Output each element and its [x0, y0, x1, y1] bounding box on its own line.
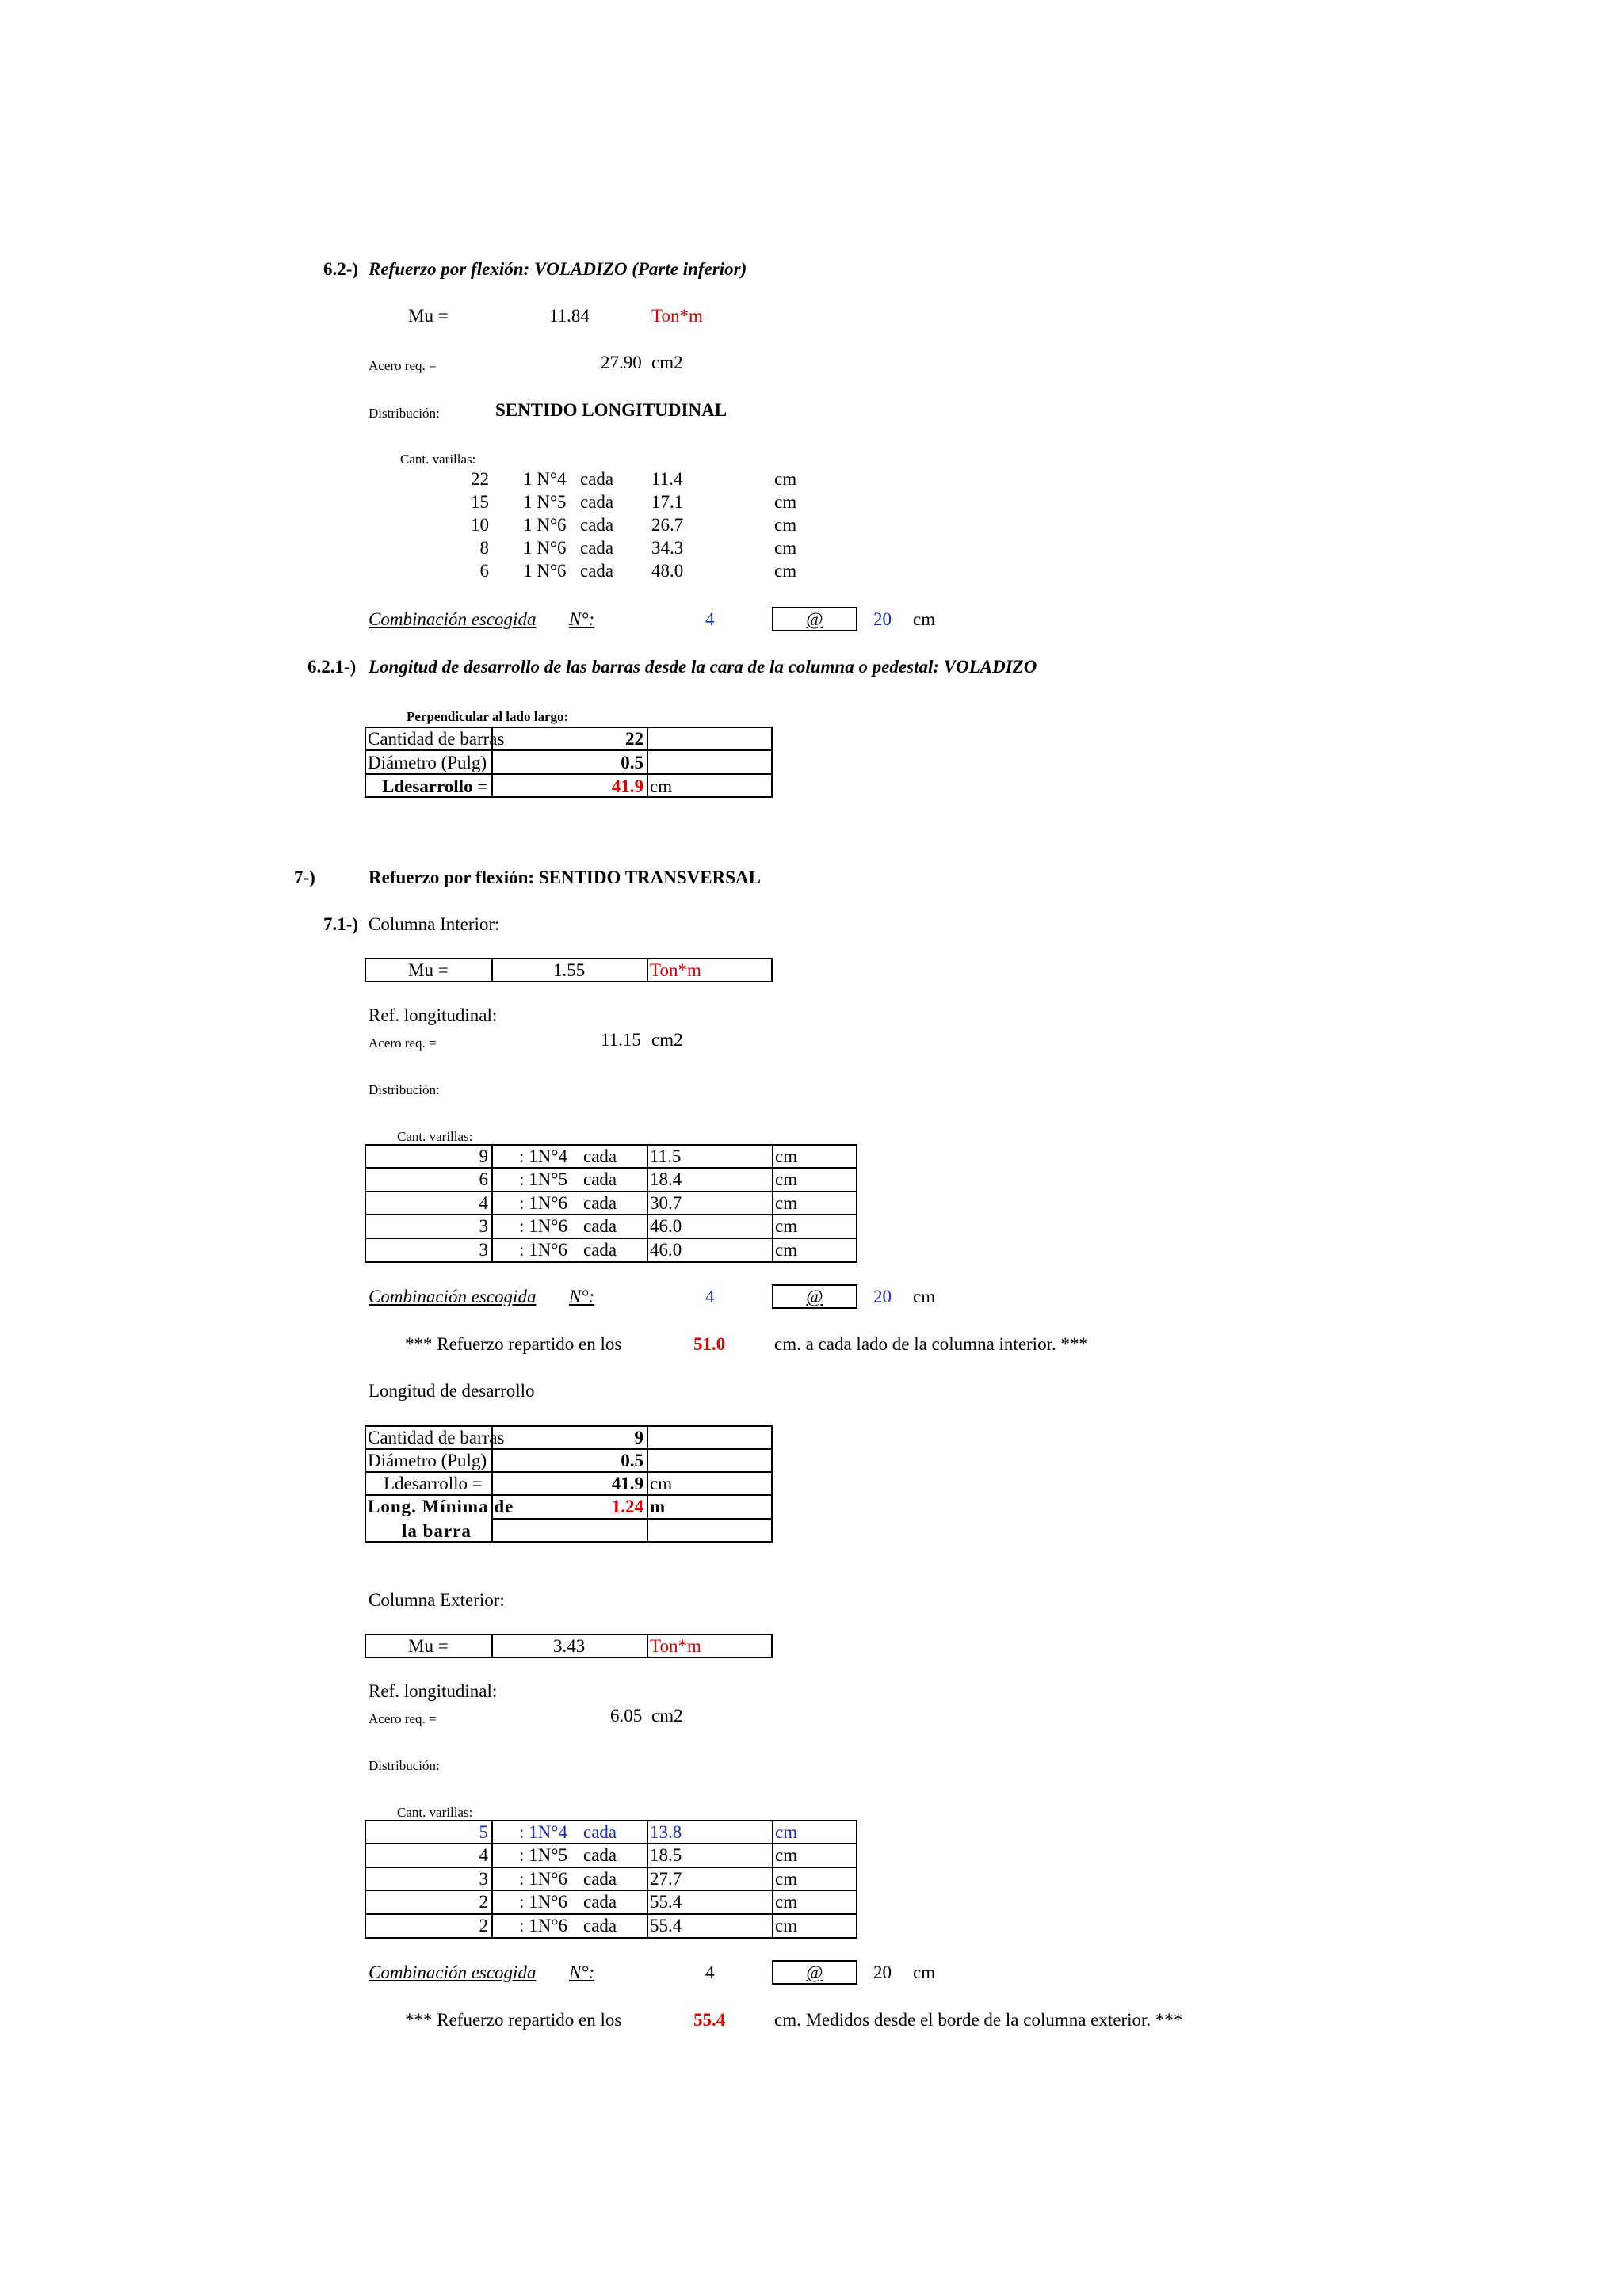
table-cell-label: Long. Mínima de [368, 1497, 514, 1516]
distribucion-label: Distribución: [369, 1082, 440, 1097]
ref-longitudinal-label: Ref. longitudinal: [369, 1681, 498, 1701]
bar-size: 1 N°6 [523, 538, 567, 558]
bar-spacing: 30.7 [650, 1193, 682, 1213]
table-cell-label: Diámetro (Pulg) [368, 753, 487, 772]
acero-unit: cm2 [651, 353, 683, 372]
section-number-6-2-1: 6.2.1-) [307, 657, 357, 677]
bar-count: 3 [479, 1240, 488, 1260]
combinacion-unit: cm [913, 1962, 936, 1982]
cada-label: cada [580, 561, 614, 581]
at-symbol: @ [806, 1962, 823, 1982]
bar-count: 22 [471, 469, 489, 489]
col-divider [491, 1820, 493, 1939]
bar-spacing: 55.4 [650, 1892, 682, 1912]
note-value: 55.4 [693, 2010, 726, 2030]
bar-spacing: 46.0 [650, 1240, 682, 1260]
bar-size: : 1N°6 [519, 1869, 567, 1889]
cada-label: cada [583, 1869, 617, 1889]
note-suffix: cm. Medidos desde el borde de la columna exterior. *** [774, 2010, 1183, 2030]
bar-spacing: 34.3 [651, 538, 684, 558]
combinacion-no-label: N°: [569, 1287, 595, 1306]
bar-count: 10 [471, 515, 489, 535]
col-divider [647, 958, 648, 982]
bar-size: : 1N°5 [519, 1169, 567, 1189]
note-value: 51.0 [693, 1334, 726, 1354]
note-prefix: *** Refuerzo repartido en los [405, 1334, 622, 1354]
table-cell-label: Diámetro (Pulg) [368, 1451, 487, 1470]
cada-label: cada [580, 492, 614, 512]
acero-label: Acero req. = [369, 1711, 437, 1726]
bar-spacing: 55.4 [650, 1916, 682, 1936]
bar-count: 8 [479, 538, 489, 558]
bar-count: 9 [479, 1146, 488, 1166]
mu-label: Mu = [408, 1636, 449, 1656]
bar-count: 5 [479, 1822, 488, 1842]
table-cell-value: 9 [634, 1428, 643, 1447]
combinacion-label: Combinación escogida [369, 1962, 537, 1982]
section-title-columna-exterior: Columna Exterior: [369, 1590, 505, 1610]
bar-spacing: 11.5 [650, 1146, 682, 1166]
table-cell-label: Cantidad de barras [368, 729, 505, 749]
bar-spacing: 13.8 [650, 1822, 682, 1842]
combinacion-unit: cm [913, 1287, 936, 1306]
combinacion-spacing: 20 [873, 1287, 892, 1306]
acero-unit: cm2 [651, 1706, 683, 1726]
note-prefix: *** Refuerzo repartido en los [405, 2010, 622, 2030]
bar-size: : 1N°6 [519, 1193, 567, 1213]
bar-count: 3 [479, 1216, 488, 1236]
table-cell-value: 1.24 [611, 1497, 643, 1516]
bar-count: 6 [479, 561, 489, 581]
col-divider [491, 958, 493, 982]
bar-count: 2 [479, 1892, 488, 1912]
spacing-unit: cm [775, 1240, 798, 1260]
cada-label: cada [583, 1845, 617, 1865]
distribucion-value: SENTIDO LONGITUDINAL [495, 400, 727, 420]
spacing-unit: cm [775, 1822, 798, 1842]
combinacion-n: 4 [705, 609, 715, 629]
cada-label: cada [580, 515, 614, 535]
bar-size: 1 N°5 [523, 492, 567, 512]
spacing-unit: cm [774, 469, 797, 489]
bar-size: : 1N°6 [519, 1916, 567, 1936]
mu-value: 3.43 [553, 1636, 586, 1656]
section-title-6-2: Refuerzo por flexión: VOLADIZO (Parte inferior) [369, 259, 747, 279]
bar-size: : 1N°4 [519, 1822, 567, 1842]
distribucion-label: Distribución: [369, 1758, 440, 1773]
distribucion-label: Distribución: [369, 406, 440, 421]
acero-unit: cm2 [651, 1030, 683, 1050]
section-number-6-2: 6.2-) [323, 259, 359, 279]
cada-label: cada [583, 1892, 617, 1912]
bar-size: : 1N°6 [519, 1892, 567, 1912]
bar-spacing: 48.0 [651, 561, 684, 581]
spacing-unit: cm [775, 1845, 798, 1865]
combinacion-unit: cm [913, 609, 936, 629]
section-number-7: 7-) [294, 868, 315, 887]
section-title-6-2-1: Longitud de desarrollo de las barras desde la cara de la columna o pedestal: VOLADIZO [369, 657, 1037, 677]
bar-spacing: 18.4 [650, 1169, 682, 1189]
table-cell-value: 41.9 [611, 1474, 643, 1493]
cada-label: cada [583, 1240, 617, 1260]
longitud-desarrollo-title: Longitud de desarrollo [369, 1381, 535, 1401]
section-title-7: Refuerzo por flexión: SENTIDO TRANSVERSAL [369, 868, 761, 887]
col-divider [647, 727, 648, 798]
cada-label: cada [580, 538, 614, 558]
combinacion-n: 4 [705, 1962, 715, 1982]
spacing-unit: cm [775, 1216, 798, 1236]
col-divider [647, 1820, 648, 1939]
spacing-unit: cm [775, 1146, 798, 1166]
acero-value: 6.05 [610, 1706, 643, 1726]
bar-size: : 1N°4 [519, 1146, 567, 1166]
bar-spacing: 17.1 [651, 492, 684, 512]
bar-size: 1 N°4 [523, 469, 567, 489]
spacing-unit: cm [775, 1869, 798, 1889]
combinacion-n: 4 [705, 1287, 715, 1306]
spacing-unit: cm [775, 1193, 798, 1213]
cada-label: cada [580, 469, 614, 489]
bar-count: 3 [479, 1869, 488, 1889]
col-divider [491, 1634, 493, 1658]
combinacion-label: Combinación escogida [369, 1287, 537, 1306]
bar-count: 6 [479, 1169, 488, 1189]
col-divider [491, 1144, 493, 1263]
bar-count: 4 [479, 1845, 488, 1865]
cada-label: cada [583, 1193, 617, 1213]
mu-value: 1.55 [553, 960, 586, 980]
cada-label: cada [583, 1216, 617, 1236]
spacing-unit: cm [775, 1169, 798, 1189]
acero-label: Acero req. = [369, 1035, 437, 1051]
combinacion-no-label: N°: [569, 1962, 595, 1982]
acero-value: 27.90 [601, 353, 642, 372]
col-divider [647, 1425, 648, 1543]
table-cell-label: la barra [402, 1521, 472, 1541]
combinacion-label: Combinación escogida [369, 609, 537, 629]
table-cell-value: 0.5 [621, 753, 643, 772]
cant-varillas-label: Cant. varillas: [400, 452, 476, 467]
combinacion-spacing: 20 [873, 1962, 892, 1982]
table-title: Perpendicular al lado largo: [407, 709, 569, 724]
cant-varillas-label: Cant. varillas: [397, 1805, 473, 1820]
table-cell-value: 22 [625, 729, 643, 749]
table-cell-unit: cm [650, 776, 673, 796]
bar-spacing: 27.7 [650, 1869, 682, 1889]
section-title-7-1: Columna Interior: [369, 914, 500, 934]
at-symbol: @ [806, 609, 823, 629]
table-cell-label: Ldesarrollo = [382, 776, 488, 796]
bar-spacing: 26.7 [651, 515, 684, 535]
cada-label: cada [583, 1146, 617, 1166]
cada-label: cada [583, 1169, 617, 1189]
spacing-unit: cm [775, 1916, 798, 1936]
mu-unit: Ton*m [651, 306, 703, 326]
ref-longitudinal-label: Ref. longitudinal: [369, 1005, 498, 1025]
bar-size: : 1N°6 [519, 1240, 567, 1260]
col-divider [772, 1144, 773, 1263]
combinacion-no-label: N°: [569, 609, 595, 629]
col-divider [647, 1144, 648, 1263]
bar-spacing: 46.0 [650, 1216, 682, 1236]
col-divider [647, 1634, 648, 1658]
bar-count: 4 [479, 1193, 488, 1213]
bar-size: 1 N°6 [523, 515, 567, 535]
mu-label: Mu = [408, 306, 449, 326]
acero-label: Acero req. = [369, 358, 437, 373]
table-cell-label: Cantidad de barras [368, 1428, 505, 1447]
spacing-unit: cm [774, 492, 797, 512]
cada-label: cada [583, 1822, 617, 1842]
table-cell-label: Ldesarrollo = [384, 1474, 483, 1493]
spacing-unit: cm [774, 538, 797, 558]
spacing-unit: cm [774, 561, 797, 581]
combinacion-spacing: 20 [873, 609, 892, 629]
bar-spacing: 18.5 [650, 1845, 682, 1865]
mu-unit: Ton*m [650, 960, 701, 980]
col-divider [772, 1820, 773, 1939]
cada-label: cada [583, 1916, 617, 1936]
bar-size: 1 N°6 [523, 561, 567, 581]
bar-count: 15 [471, 492, 489, 512]
at-symbol: @ [806, 1287, 823, 1306]
table-cell-value: 41.9 [611, 776, 643, 796]
mu-label: Mu = [408, 960, 449, 980]
table-cell-unit: cm [650, 1474, 673, 1493]
acero-value: 11.15 [601, 1030, 641, 1050]
cant-varillas-label: Cant. varillas: [397, 1129, 473, 1144]
note-suffix: cm. a cada lado de la columna interior. *** [774, 1334, 1088, 1354]
table-cell-value: 0.5 [621, 1451, 643, 1470]
mu-unit: Ton*m [650, 1636, 701, 1656]
table-cell-unit: m [650, 1497, 666, 1516]
spacing-unit: cm [774, 515, 797, 535]
row-divider [491, 1518, 773, 1520]
section-number-7-1: 7.1-) [323, 914, 359, 934]
bar-size: : 1N°6 [519, 1216, 567, 1236]
mu-value: 11.84 [549, 306, 590, 326]
spacing-unit: cm [775, 1892, 798, 1912]
bar-count: 2 [479, 1916, 488, 1936]
bar-spacing: 11.4 [651, 469, 683, 489]
bar-size: : 1N°5 [519, 1845, 567, 1865]
